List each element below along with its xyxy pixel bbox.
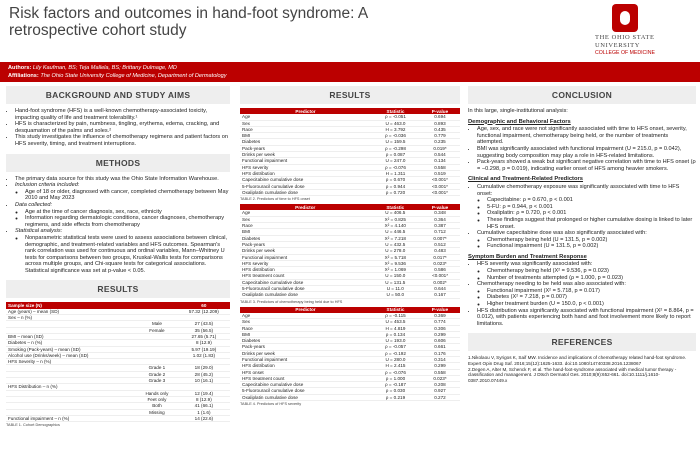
- table-cell: Race: [240, 325, 371, 331]
- table-cell: 0.558: [420, 369, 460, 375]
- symptom-subitem: ◦ Number of treatments attempted (ρ = 1.000, p = 0.023): [487, 275, 696, 282]
- table-header-cell: Statistic: [371, 108, 420, 114]
- table-cell: ρ = -0.298: [371, 145, 420, 151]
- table-cell: HFS distribution: [240, 267, 370, 273]
- table-header-cell: 60: [178, 302, 230, 308]
- table-cell: HFS severity: [240, 260, 370, 266]
- table-row: [240, 394, 460, 400]
- table-cell: U = 280.0: [371, 356, 420, 362]
- clinical-subitem: ◦ Functional impairment (U = 131.5, p = 0.002): [487, 243, 696, 250]
- collected-item: ◦ Information regarding dermatologic conditions, cancer diagnoses, chemotherapy regimens, and side effects from chemotherapy: [25, 215, 230, 228]
- table-cell: 0.208: [420, 382, 460, 388]
- clinical-subitem: ◦ Chemotherapy being held (U = 131.5, p = 0.002): [487, 237, 696, 244]
- clinical-item: [477, 184, 696, 230]
- table-cell: Capecitabine cumulative dose: [240, 279, 370, 285]
- table-cell: 0.558: [420, 164, 460, 170]
- table-cell: X² = 7.218: [370, 235, 420, 241]
- table-cell: Sex – n (%): [6, 315, 136, 321]
- symptom-subitem: ◦ Functional impairment (X² = 5.718, p = 0.017): [487, 288, 696, 295]
- table-cell: Sex: [240, 216, 370, 222]
- held-table-body: [240, 210, 460, 298]
- table-cell: Pack-years: [240, 344, 371, 350]
- table-cell: 0.019*: [420, 145, 460, 151]
- table-cell: 14 (22.6): [178, 415, 230, 421]
- table-cell: 18 (29.0): [178, 365, 230, 371]
- table2-caption: TABLE 2. Predictors of time to HFS onset: [240, 197, 310, 202]
- table3-caption: TABLE 3. Predictors of chemotherapy being held due to HFS: [240, 299, 343, 304]
- table-cell: ρ = 0.670: [371, 177, 420, 183]
- table-cell: Age: [240, 313, 371, 319]
- table-cell: U = 50.0: [370, 292, 420, 298]
- background-heading: BACKGROUND AND STUDY AIMS: [6, 86, 230, 104]
- table-cell: ρ = 0.134: [371, 331, 420, 337]
- results-left-heading: RESULTS: [6, 280, 230, 298]
- clinical-item-text: Cumulative chemotherapy exposure was significantly associated with time to HFS onset:: [477, 183, 680, 197]
- table-cell: Functional impairment: [240, 356, 371, 362]
- table-cell: 0.369: [420, 313, 460, 319]
- table-cell: Capecitabine cumulative dose: [240, 382, 371, 388]
- table-cell: 0.586: [420, 267, 460, 273]
- table-cell: Sex: [240, 319, 371, 325]
- table-cell: U = 11.0: [370, 286, 420, 292]
- held-table: [240, 204, 460, 298]
- background-item: • Hand-foot syndrome (HFS) is a well-known chemotherapy-associated toxicity, impacting quality of life and treatment tolerability.¹: [15, 108, 230, 121]
- table-cell: Smoking (Pack-years) – mean (SD): [6, 346, 136, 352]
- inclusion-label: Inclusion criteria included:: [15, 182, 80, 189]
- table-cell: Drinks per week: [240, 152, 371, 158]
- table-cell: Diabetes – n (%): [6, 340, 136, 346]
- table-cell: 0.272: [420, 394, 460, 400]
- authors-bar: [0, 62, 700, 82]
- table-cell: ρ = 0.720: [371, 189, 420, 195]
- table-cell: Age: [240, 210, 370, 216]
- table-cell: Race: [240, 126, 371, 132]
- onset-table-body: [240, 114, 460, 195]
- table-cell: ρ = 0.219: [371, 394, 420, 400]
- table-cell: 0.661: [420, 344, 460, 350]
- table-cell: 0.299: [420, 331, 460, 337]
- middle-column: [240, 86, 460, 409]
- table-cell: 0.644: [420, 286, 460, 292]
- affiliations-label: Affiliations:: [8, 73, 39, 79]
- table-cell: X² = 9.536: [370, 260, 420, 266]
- table-cell: HFS distribution: [240, 363, 371, 369]
- table-cell: BMI: [240, 133, 371, 139]
- table-cell: Drinks per week: [240, 248, 370, 254]
- table-cell: 1 (1.6): [178, 409, 230, 415]
- table-cell: U = 131.5: [370, 279, 420, 285]
- table-cell: HFS Severity – n (%): [6, 359, 136, 365]
- table-cell: Male: [136, 321, 178, 327]
- table-cell: 35 (56.5): [178, 327, 230, 333]
- table-cell: U = 406.5: [370, 210, 420, 216]
- demographics-table: [6, 302, 230, 422]
- table-cell: BMI – mean (SD): [6, 333, 136, 339]
- table-cell: Oxaliplatin cumulative dose: [240, 189, 371, 195]
- table-header-cell: Sample size (N): [6, 302, 178, 308]
- table-cell: 0.779: [420, 133, 460, 139]
- table-cell: ρ = 0.030: [371, 388, 420, 394]
- clinical-subheading: Clinical and Treatment-Related Predictors: [468, 176, 584, 183]
- table-header-cell: P-value: [420, 307, 460, 313]
- demographic-subheading: Demographic and Behavioral Factors: [468, 118, 571, 125]
- table-row: [6, 415, 230, 421]
- table-cell: U = 159.5: [371, 139, 420, 145]
- table-cell: 0.167: [420, 292, 460, 298]
- right-column: [468, 86, 696, 383]
- table-header-cell: Statistic: [371, 307, 420, 313]
- inclusion-item: ◦ Age of 18 or older, diagnosed with cancer, completed chemotherapy between May 2010 and May 2023: [25, 189, 230, 202]
- conclusion-intro: In this large, single-institutional analysis:: [468, 108, 568, 114]
- table-cell: 0.023*: [420, 375, 460, 381]
- table-cell: U = 446.5: [370, 229, 420, 235]
- background-item: • This study investigates the influence of chemotherapy regimens and patient factors on HFS severity, timing, and treatment interruptions.: [15, 134, 230, 147]
- table-cell: Functional impairment: [240, 254, 370, 260]
- table-cell: Pack-years: [240, 241, 370, 247]
- symptom-subitem: ◦ Chemotherapy being held (X² = 9.536, p = 0.023): [487, 268, 696, 275]
- poster-header: [0, 0, 700, 62]
- table-cell: U = 150.0: [370, 273, 420, 279]
- table-cell: HFS onset: [240, 369, 371, 375]
- demographics-table-body: [6, 309, 230, 422]
- table-cell: 0.519: [420, 170, 460, 176]
- table-cell: U = 463.0: [371, 120, 420, 126]
- table-cell: 0.299: [420, 363, 460, 369]
- table-cell: <0.001*: [420, 273, 460, 279]
- methods-item: [15, 182, 230, 202]
- affiliations-text: The Ohio State University College of Medicine, Department of Dermatology: [40, 73, 227, 79]
- table-cell: Alcohol use (Drinks/week) – mean (SD): [6, 352, 136, 358]
- table-cell: ρ = -0.192: [371, 350, 420, 356]
- university-logo: [585, 4, 695, 58]
- table-cell: 27 (43.5): [178, 321, 230, 327]
- table-header-cell: P-value: [420, 204, 460, 210]
- table-cell: 0.364: [420, 216, 460, 222]
- table-cell: 12 (19.4): [178, 390, 230, 396]
- table-cell: ρ = -0.076: [371, 164, 420, 170]
- table-cell: 0.314: [420, 356, 460, 362]
- table-cell: 8 (12.9): [178, 396, 230, 402]
- table-header-cell: Predictor: [240, 204, 370, 210]
- table-cell: 0.606: [420, 338, 460, 344]
- table-cell: Sex: [240, 120, 371, 126]
- symptom-item: • HFS distribution was significantly associated with functional impairment (X² = 8.864, p = 0.012), with patients experiencing both hand and foot involvement more likely to report limitations.: [477, 308, 696, 328]
- table-cell: Functional impairment – n (%): [6, 415, 136, 421]
- table-cell: Diabetes: [240, 338, 371, 344]
- symptom-subitem: ◦ Diabetes (X² = 7.218, p = 0.007): [487, 294, 696, 301]
- table-cell: U = 278.0: [370, 248, 420, 254]
- table-cell: HFS Distribution – n (%): [6, 384, 136, 390]
- table-cell: 0.927: [420, 388, 460, 394]
- clinical-subitem: ◦ 5-FU: ρ = 0.944, p < 0.001: [487, 204, 696, 211]
- table-cell: Both: [136, 403, 178, 409]
- table-cell: U = 432.5: [370, 241, 420, 247]
- table-cell: <0.001*: [420, 177, 460, 183]
- table-cell: HFS severity: [240, 164, 371, 170]
- left-column: [6, 86, 230, 430]
- table-cell: Capecitabine cumulative dose: [240, 177, 371, 183]
- table-cell: 0.306: [420, 325, 460, 331]
- table-cell: 0.007*: [420, 235, 460, 241]
- table-cell: Grade 2: [136, 371, 178, 377]
- conclusion-heading: CONCLUSION: [468, 86, 696, 104]
- table-cell: H = 4.819: [371, 325, 420, 331]
- table-cell: 5-Fluorouracil cumulative dose: [240, 388, 371, 394]
- table-cell: Feet only: [136, 396, 178, 402]
- table-cell: <0.001*: [420, 183, 460, 189]
- table-cell: 0.544: [420, 152, 460, 158]
- table-cell: Female: [136, 327, 178, 333]
- table-cell: Grade 3: [136, 378, 178, 384]
- table-cell: H = 1.311: [371, 170, 420, 176]
- table-cell: 28 (45.2): [178, 371, 230, 377]
- table-cell: HFS treatment count: [240, 273, 370, 279]
- table-cell: Age: [240, 114, 371, 120]
- table-cell: 27.65 (5.71): [178, 333, 230, 339]
- background-list: [6, 108, 230, 148]
- methods-item: • The primary data source for this study was the Ohio State Information Warehouse.: [15, 176, 230, 183]
- table-header-cell: Predictor: [240, 307, 371, 313]
- authors-label: Authors:: [8, 65, 32, 71]
- clinical-item: [477, 230, 696, 250]
- symptom-item: [477, 261, 696, 281]
- severity-table: [240, 307, 460, 401]
- table-cell: 5-Fluorouracil cumulative dose: [240, 183, 371, 189]
- table-cell: X² = 5.718: [370, 254, 420, 260]
- clinical-subitem: ◦ These findings suggest that prolonged or higher cumulative dosing is linked to later HFS onset.: [487, 217, 696, 230]
- block-o-icon: [612, 4, 638, 32]
- table-cell: 0.483: [420, 248, 460, 254]
- table-cell: Diabetes: [240, 139, 371, 145]
- table-cell: 0.893: [420, 120, 460, 126]
- symptom-item-text: HFS severity was significantly associated with:: [477, 261, 593, 268]
- table-cell: 10 (16.1): [178, 378, 230, 384]
- table-cell: Age (years) – mean (SD): [6, 309, 136, 315]
- methods-item: [15, 228, 230, 274]
- demographic-item: • Age, sex, and race were not significantly associated with time to HFS onset, severity, functional impairment, chemotherapy being held, or the number of treatments attempted.: [477, 126, 696, 146]
- table-cell: Oxaliplatin cumulative dose: [240, 292, 370, 298]
- table-cell: BMI: [240, 229, 370, 235]
- table-cell: Functional impairment: [240, 158, 371, 164]
- table-cell: 0.348: [420, 210, 460, 216]
- table-cell: 1.02 (1.83): [178, 352, 230, 358]
- table-cell: X² = 4.140: [370, 223, 420, 229]
- table-cell: 0.134: [420, 158, 460, 164]
- symptom-item: [477, 281, 696, 307]
- clinical-list: [468, 184, 696, 250]
- table-cell: 0.694: [420, 114, 460, 120]
- table-cell: Drinks per week: [240, 350, 371, 356]
- table-cell: ρ = 0.087: [371, 152, 420, 158]
- table-cell: H = 2.415: [371, 363, 420, 369]
- table-cell: X² = 0.825: [370, 216, 420, 222]
- table-cell: Oxaliplatin cumulative dose: [240, 394, 371, 400]
- clinical-subitem: ◦ Capecitabine: ρ = 0.670, p < 0.001: [487, 197, 696, 204]
- table-cell: 0.435: [420, 126, 460, 132]
- table-cell: ρ = 0.944: [371, 183, 420, 189]
- collected-label: Data collected:: [15, 201, 53, 208]
- background-item: • HFS is characterized by pain, numbness, tingling, erythema, edema, cracking, and desquamation of the palms and soles.²: [15, 121, 230, 134]
- methods-heading: METHODS: [6, 154, 230, 172]
- table-cell: 5.97 (19.19): [178, 346, 230, 352]
- stats-item: ◦ Nonparametric statistical tests were used to assess associations between clinical, demographic, and treatment-related variables and HFS outcomes. Spearman's rank correlation was used for continuous and ordinal variables, Mann–Whitney U tests for comparisons between two groups, Kruskal-Wallis tests for comparisons across multiple groups, and Chi-square tests for categorical associations. Statistical significance was set at p-value < 0.05.: [25, 235, 230, 275]
- table-cell: 0.017*: [420, 254, 460, 260]
- table-cell: 0.712: [420, 229, 460, 235]
- table-cell: U = 193.0: [371, 338, 420, 344]
- logo-line-3: COLLEGE OF MEDICINE: [595, 50, 655, 56]
- table-cell: 0.023*: [420, 260, 460, 266]
- reference-item: 2.Degen A, Alter M, Schenck F, et al. The hand-foot-syndrome associated with medical tumor therapy - classification and management. J Dtsch Dermatol Ges. 2010;8(9):652-661. doi:10.1111/j.1610-0387.2010.07449.x: [468, 366, 677, 383]
- symptom-subitem: ◦ Higher treatment burden (U = 150.0, p < 0.001): [487, 301, 696, 308]
- table-cell: HFS treatment count: [240, 375, 371, 381]
- table-cell: 0.774: [420, 319, 460, 325]
- table-cell: 8 (12.9): [178, 340, 230, 346]
- methods-item: [15, 202, 230, 228]
- table-cell: 0.002*: [420, 279, 460, 285]
- table-header-cell: Statistic: [370, 204, 420, 210]
- table-cell: 0.387: [420, 223, 460, 229]
- table-cell: 5-Fluorouracil cumulative dose: [240, 286, 370, 292]
- logo-line-2: UNIVERSITY: [595, 42, 640, 49]
- symptom-item-text: Chemotherapy needing to be held was also associated with:: [477, 281, 626, 288]
- table-cell: Grade 1: [136, 365, 178, 371]
- table-cell: U = 247.0: [371, 158, 420, 164]
- methods-list: [6, 176, 230, 275]
- table-cell: Race: [240, 223, 370, 229]
- table-row: [240, 189, 460, 195]
- table-cell: Diabetes: [240, 235, 370, 241]
- table-cell: X² = 1.069: [370, 267, 420, 273]
- symptom-list: [468, 261, 696, 327]
- table-cell: 41 (66.1): [178, 403, 230, 409]
- stats-label: Statistical analysis:: [15, 228, 63, 235]
- table-cell: [136, 415, 178, 421]
- table-cell: ρ = 1.000: [371, 375, 420, 381]
- onset-table: [240, 108, 460, 196]
- table-cell: 0.176: [420, 350, 460, 356]
- demographic-item: • BMI was significantly associated with functional impairment (U = 215.0, p = 0.042), suggesting body composition may play a role in HFS-related limitations.: [477, 146, 696, 159]
- demographic-list: [468, 126, 696, 172]
- symptom-subheading: Symptom Burden and Treatment Response: [468, 253, 587, 260]
- table-cell: ρ = -0.051: [371, 114, 420, 120]
- logo-line-1: THE OHIO STATE: [595, 34, 655, 41]
- table-cell: Hands only: [136, 390, 178, 396]
- poster-title: Risk factors and outcomes in hand-foot syndrome: A retrospective cohort study: [9, 5, 368, 39]
- results-mid-heading: RESULTS: [240, 86, 460, 104]
- table-cell: ρ = -0.076: [371, 369, 420, 375]
- table-cell: U = 453.5: [371, 319, 420, 325]
- reference-item: 1.Nikolaou V, Syrigos K, Saif MW. Incidence and implications of chemotherapy related hand-foot syndrome. Expert Opin Drug Saf. 2016;15(12):1625-1633. doi:10.1080/14740338.2016.1238067: [468, 355, 687, 366]
- table4-caption: TABLE 4. Predictors of HFS severity: [240, 402, 302, 407]
- table1-caption: TABLE 1. Cohort Demographics: [6, 423, 60, 428]
- table-cell: HFS distribution: [240, 170, 371, 176]
- table-cell: ρ = -0.115: [371, 313, 420, 319]
- references-heading: REFERENCES: [468, 333, 696, 351]
- clinical-subitem: ◦ Oxaliplatin: ρ = 0.720, p < 0.001: [487, 210, 696, 217]
- table-cell: Pack-years: [240, 145, 371, 151]
- authors-text: Lily Kaufman, BS; Teja Mallela, BS; Brittany Dulmage, MD: [32, 65, 177, 71]
- severity-table-body: [240, 313, 460, 401]
- collected-item: ◦ Age at the time of cancer diagnosis, sex, race, ethnicity: [25, 209, 230, 216]
- table-header-cell: P-value: [420, 108, 460, 114]
- table-cell: ρ = -0.187: [371, 382, 420, 388]
- table-header-cell: Predictor: [240, 108, 371, 114]
- table-cell: ρ = -0.036: [371, 133, 420, 139]
- table-cell: 57.32 (12.209): [178, 309, 230, 315]
- table-cell: H = 3.792: [371, 126, 420, 132]
- table-cell: 0.512: [420, 241, 460, 247]
- table-cell: <0.001*: [420, 189, 460, 195]
- table-cell: BMI: [240, 331, 371, 337]
- table-cell: 0.235: [420, 139, 460, 145]
- table-row: [240, 292, 460, 298]
- table-cell: Missing: [136, 409, 178, 415]
- demographic-item: • Pack-years showed a weak but significant negative correlation with time to HFS onset (ρ = −0.298, p = 0.019), indicating earlier onset of HFS among heavier smokers.: [477, 159, 696, 172]
- table-cell: ρ = -0.057: [371, 344, 420, 350]
- clinical-item-text: Cumulative capecitabine dose was also significantly associated with:: [477, 230, 647, 237]
